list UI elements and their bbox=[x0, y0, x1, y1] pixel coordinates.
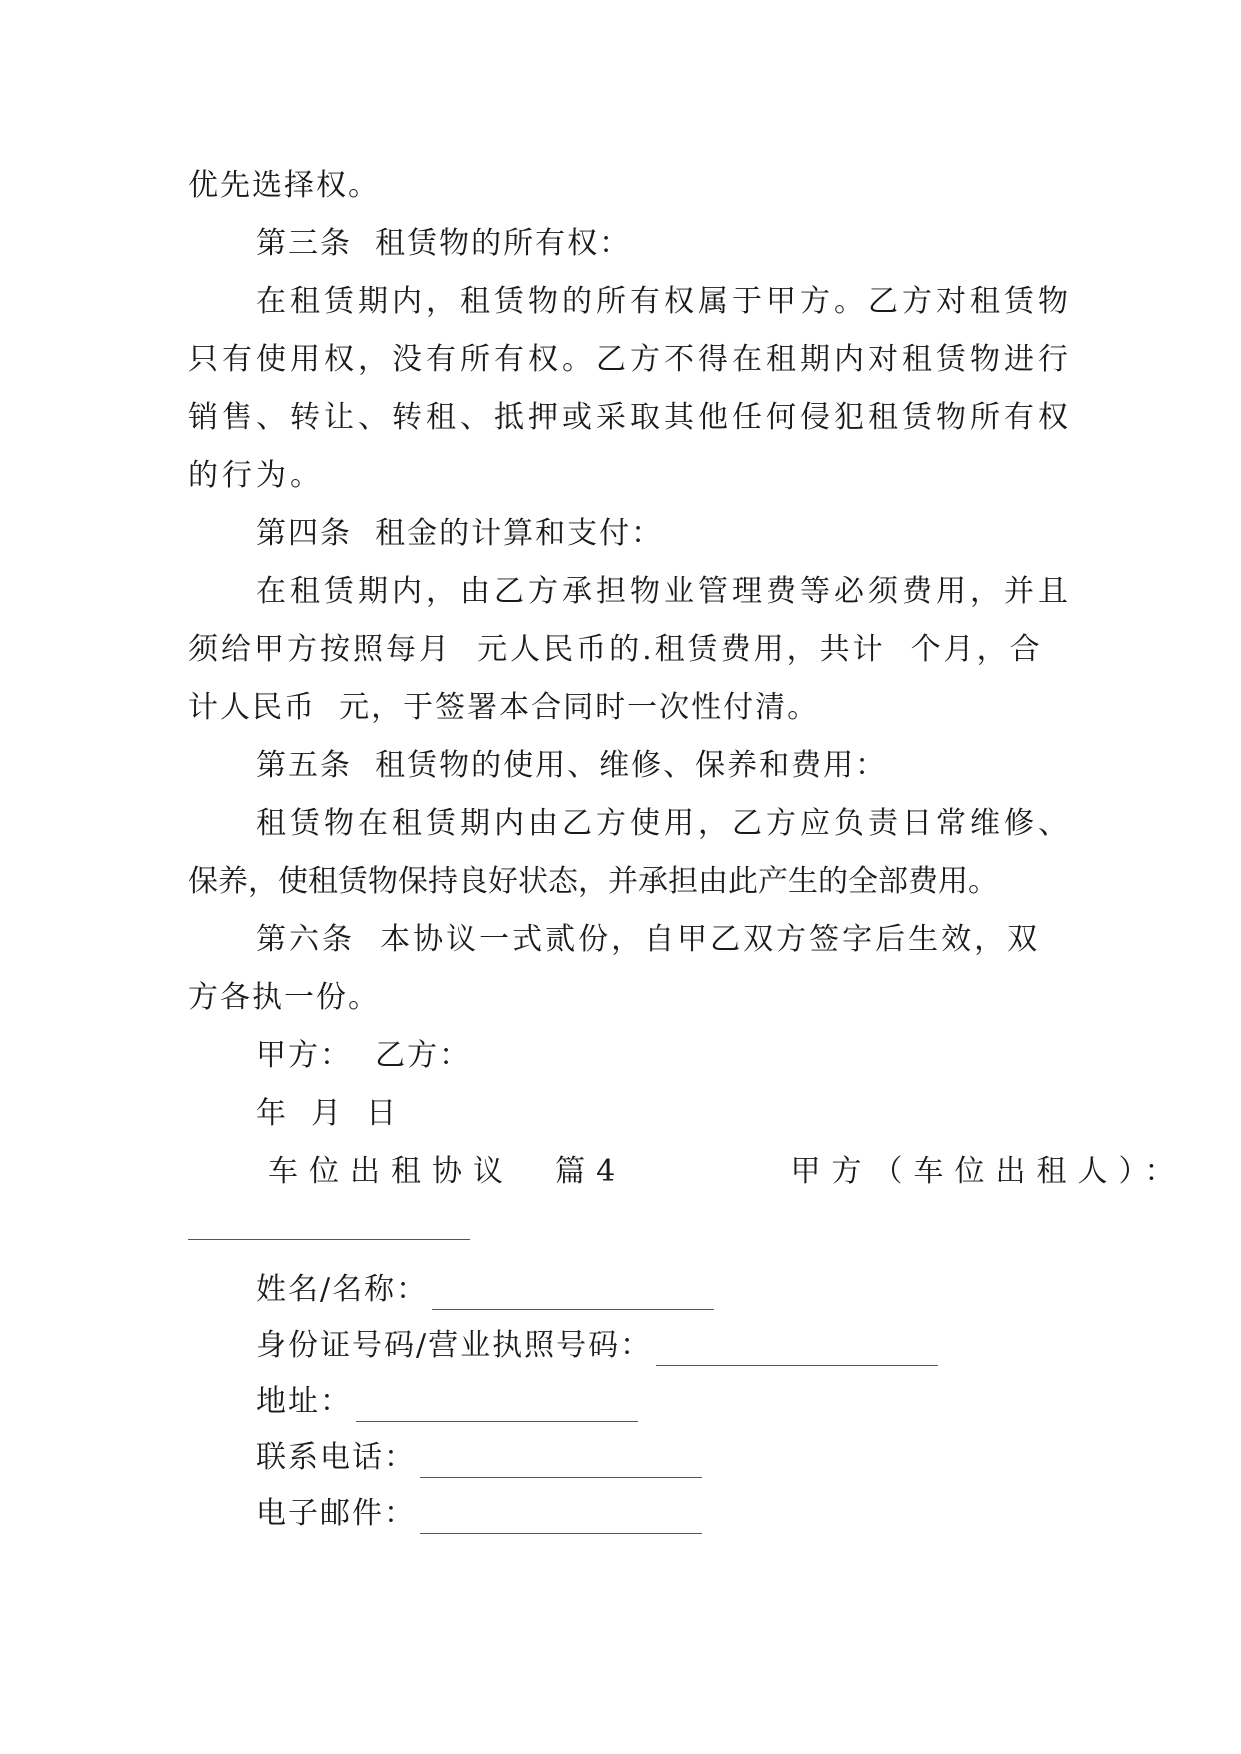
text-line-8: 在租赁期内，由乙方承担物业管理费等必须费用，并且 bbox=[256, 574, 1072, 609]
text-line-10: 计人民币 元，于签署本合同时一次性付清。 bbox=[188, 690, 820, 725]
text-line-4: 只有使用权，没有所有权。乙方不得在租期内对租赁物进行 bbox=[188, 342, 1072, 377]
blank-underline bbox=[420, 1505, 702, 1534]
form-field-name bbox=[256, 1270, 714, 1310]
form-field-phone bbox=[256, 1438, 702, 1478]
form-field-id-number bbox=[256, 1326, 938, 1366]
blank-underline bbox=[356, 1393, 638, 1422]
form-field-label: 电子邮件： bbox=[256, 1496, 416, 1531]
text-line-13: 保养，使租赁物保持良好状态，并承担由此产生的全部费用。 bbox=[188, 864, 998, 899]
form-field-address bbox=[256, 1382, 638, 1422]
blank-underline bbox=[432, 1281, 714, 1310]
blank-underline bbox=[420, 1449, 702, 1478]
date-line: 年 月 日 bbox=[256, 1096, 399, 1131]
form-field-email bbox=[256, 1494, 702, 1534]
text-line-15: 方各执一份。 bbox=[188, 980, 380, 1015]
form-field-label: 身份证号码/营业执照号码： bbox=[256, 1328, 653, 1363]
text-line-3: 在租赁期内，租赁物的所有权属于甲方。乙方对租赁物 bbox=[256, 284, 1072, 319]
blank-underline bbox=[188, 1239, 470, 1240]
article-6-title: 第六条 本协议一式贰份，自甲乙双方签字后生效，双 bbox=[256, 922, 1041, 957]
text-line-6: 的行为。 bbox=[188, 458, 324, 493]
article-5-title: 第五条 租赁物的使用、维修、保养和费用： bbox=[256, 748, 888, 783]
text-line-1: 优先选择权。 bbox=[188, 168, 380, 203]
agreement-heading: 车位出租协议 篇4 甲方（车位出租人）： bbox=[268, 1154, 1186, 1189]
text-line-5: 销售、转让、转租、抵押或采取其他任何侵犯租赁物所有权 bbox=[188, 400, 1072, 435]
party-signature-line: 甲方： 乙方： bbox=[256, 1038, 472, 1073]
article-3-title: 第三条 租赁物的所有权： bbox=[256, 226, 632, 261]
text-line-9: 须给甲方按照每月 元人民币的.租赁费用，共计 个月，合 bbox=[188, 632, 1043, 667]
text-line-12: 租赁物在租赁期内由乙方使用，乙方应负责日常维修、 bbox=[256, 806, 1072, 841]
blank-underline bbox=[656, 1337, 938, 1366]
article-4-title: 第四条 租金的计算和支付： bbox=[256, 516, 664, 551]
form-field-label: 地址： bbox=[256, 1384, 352, 1419]
form-field-label: 联系电话： bbox=[256, 1440, 416, 1475]
form-field-label: 姓名/名称： bbox=[256, 1272, 429, 1307]
